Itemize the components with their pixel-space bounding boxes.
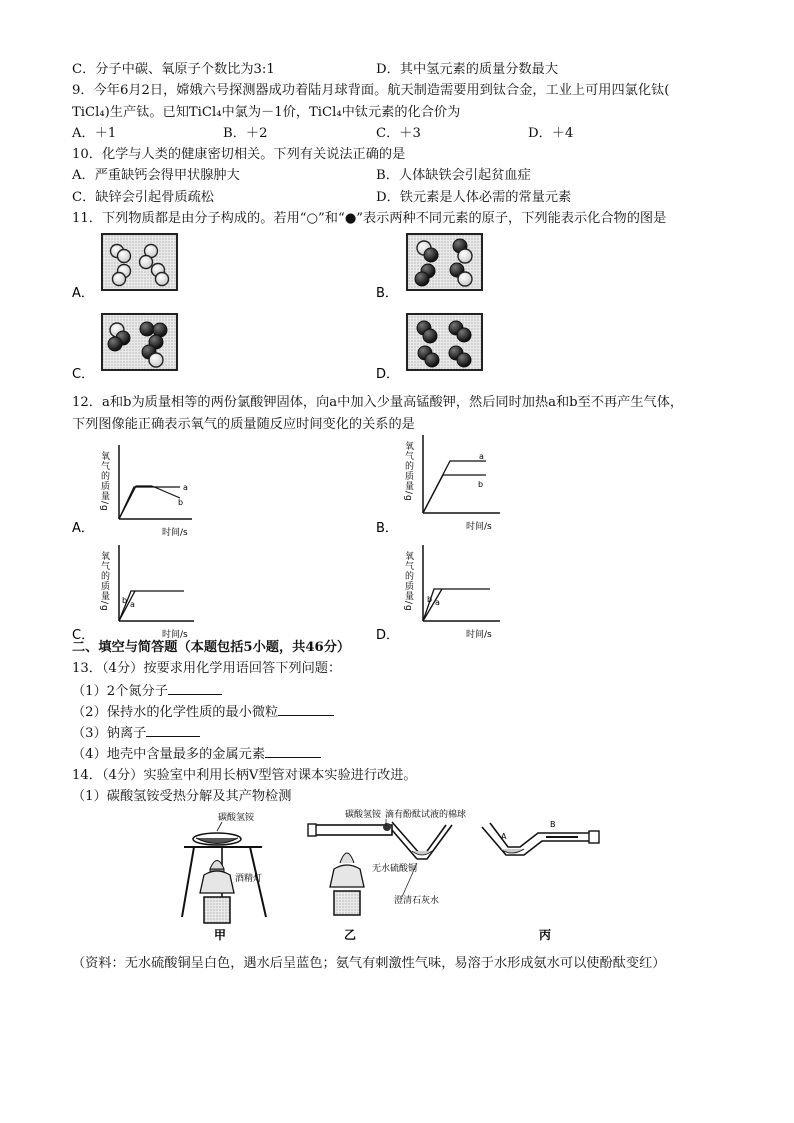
q12-d-xlabel: 时间/s [466,629,492,640]
apparatus-bing [482,820,599,942]
q10-stem: 10．化学与人类的健康密切相关。下列有关说法正确的是 [72,147,406,163]
yi-limewater-label: 澄清石灰水 [394,896,440,907]
q13-item-4 [72,743,724,764]
yi-cuso4-label: 无水硫酸铜 [372,864,418,875]
q8-options-row [72,59,724,80]
bing-b-label: B [550,820,556,830]
q14-apparatus-figure [72,807,724,953]
q12-a-ylabel: 氧气的质量/g [99,450,109,512]
exam-page [72,59,724,975]
q12-c-xlabel: 时间/s [162,629,188,640]
q11-figure-a [102,234,177,290]
q12-c-series-b-label: b [122,595,128,605]
q12-graph-b [403,435,500,532]
q9-stem-line1: 9．今年6月2日，嫦娥六号探测器成功着陆月球背面。航天制造需要用到钛合金，工业上可用四氯化钛( [72,83,670,99]
q12-a-series-a-label: a [183,482,188,492]
q11-figure-c [102,314,177,370]
q11-figure-b [407,234,482,290]
q12-b-series-a-label: a [479,451,484,461]
q10-option-a: A．严重缺钙会得甲状腺肿大 [72,168,240,184]
q10-option-c: C．缺锌会引起骨质疏松 [72,189,214,205]
q12-label-d: D． [376,627,400,643]
q9-option-d: D．＋4 [528,125,574,141]
q13-answer-blank-2[interactable] [278,701,334,716]
q11-molecule-figures [72,229,724,392]
q14-apparatus-svg [72,807,724,953]
q9-option-c: C．＋3 [376,125,421,141]
q13-item-3-text: （3）钠离子 [72,726,147,742]
yi-label: 乙 [344,928,357,943]
q14-sub1: （1）碳酸氢铵受热分解及其产物检测 [72,789,292,805]
q13-item-1-text: （1）2个氮分子 [72,683,168,699]
q12-stem-line1: 12．a和b为质量相等的两份氯酸钾固体，向a中加入少量高锰酸钾，然后同时加热a和b至不再产生气体， [72,395,684,411]
q13-answer-blank-3[interactable] [146,722,200,737]
q9-option-a: A．＋1 [72,125,117,141]
q12-a-series-b-label: b [178,497,184,507]
q10-options-row1 [72,165,724,186]
q12-b-series-b-label: b [478,479,484,489]
q12-graphs [72,435,724,653]
apparatus-yi [308,808,466,942]
q12-d-ylabel: 氧气的质量/g [403,550,413,612]
q12-graph-grid [72,435,724,643]
jia-nh4hco3-label: 碳酸氢铵 [218,813,255,824]
section2-title: 二、填空与简答题（本题包括5小题，共46分） [72,639,351,655]
q12-b-xlabel: 时间/s [466,521,492,532]
q12-graph-c [99,545,194,640]
q9-options-row [72,123,724,144]
q11-label-b: B． [376,286,398,302]
q12-d-series-b-label: b [427,594,433,604]
q12-label-a: A． [72,520,94,536]
q14-stem: 14．（4分）实验室中利用长柄V型管对课本实验进行改进。 [72,767,417,783]
q13-answer-blank-1[interactable] [168,680,222,695]
q11-label-a: A． [72,286,94,302]
q13-item-2-text: （2）保持水的化学性质的最小微粒 [72,704,279,720]
yi-nh4hco3-label: 碳酸氢铵 [345,810,382,821]
q10-option-b: B．人体缺铁会引起贫血症 [376,168,531,184]
q13-item-3 [72,722,724,743]
q12-label-c: C． [72,627,95,643]
bing-label: 丙 [539,928,552,943]
q10-options-row2 [72,187,724,208]
q12-b-ylabel: 氧气的质量/g [403,440,413,502]
q9-stem-line2: TiCl₄)生产钛。已知TiCl₄中氯为－1价，TiCl₄中钛元素的化合价为 [72,104,461,120]
q12-c-series-a-label: a [130,599,135,609]
q10-option-d: D．铁元素是人体必需的常量元素 [376,189,572,205]
q14-note: （资料：无水硫酸铜呈白色，遇水后呈蓝色；氨气有刺激性气味，易溶于水形成氨水可以使酚酞变红） [72,956,666,972]
bing-a-label: A [501,832,507,842]
q12-graph-d [403,545,500,640]
q13-item-1 [72,680,724,701]
yi-cotton-label: 滴有酚酞试液的棉球 [385,810,467,821]
q11-label-c: C． [72,367,95,383]
apparatus-jia [182,811,266,942]
q12-a-xlabel: 时间/s [162,527,188,538]
q13-item-4-text: （4）地壳中含量最多的金属元素 [72,747,266,763]
q12-stem-line2: 下列图像能正确表示氧气的质量随反应时间变化的关系的是 [72,416,415,432]
q12-c-ylabel: 氧气的质量/g [99,550,109,612]
q11-option-grid [72,229,724,392]
q13-answer-blank-4[interactable] [265,743,321,758]
q13-stem: 13．（4分）按要求用化学用语回答下列问题： [72,661,342,677]
q11-label-d: D． [376,367,400,383]
jia-lamp-label: 酒精灯 [235,874,263,885]
q11-stem: 11．下列物质都是由分子构成的。若用“○”和“●”表示两种不同元素的原子，下列能表示化合物的图是 [72,211,667,227]
q12-label-b: B． [376,520,398,536]
q11-figure-d [407,314,482,370]
q9-option-b: B．＋2 [223,125,268,141]
q13-item-2 [72,701,724,722]
q8-option-c: C．分子中碳、氧原子个数比为3:1 [72,62,275,77]
q12-graph-a [99,445,192,538]
q8-option-d: D．其中氢元素的质量分数最大 [376,62,559,77]
q12-d-series-a-label: a [435,597,440,607]
jia-label: 甲 [214,928,227,943]
